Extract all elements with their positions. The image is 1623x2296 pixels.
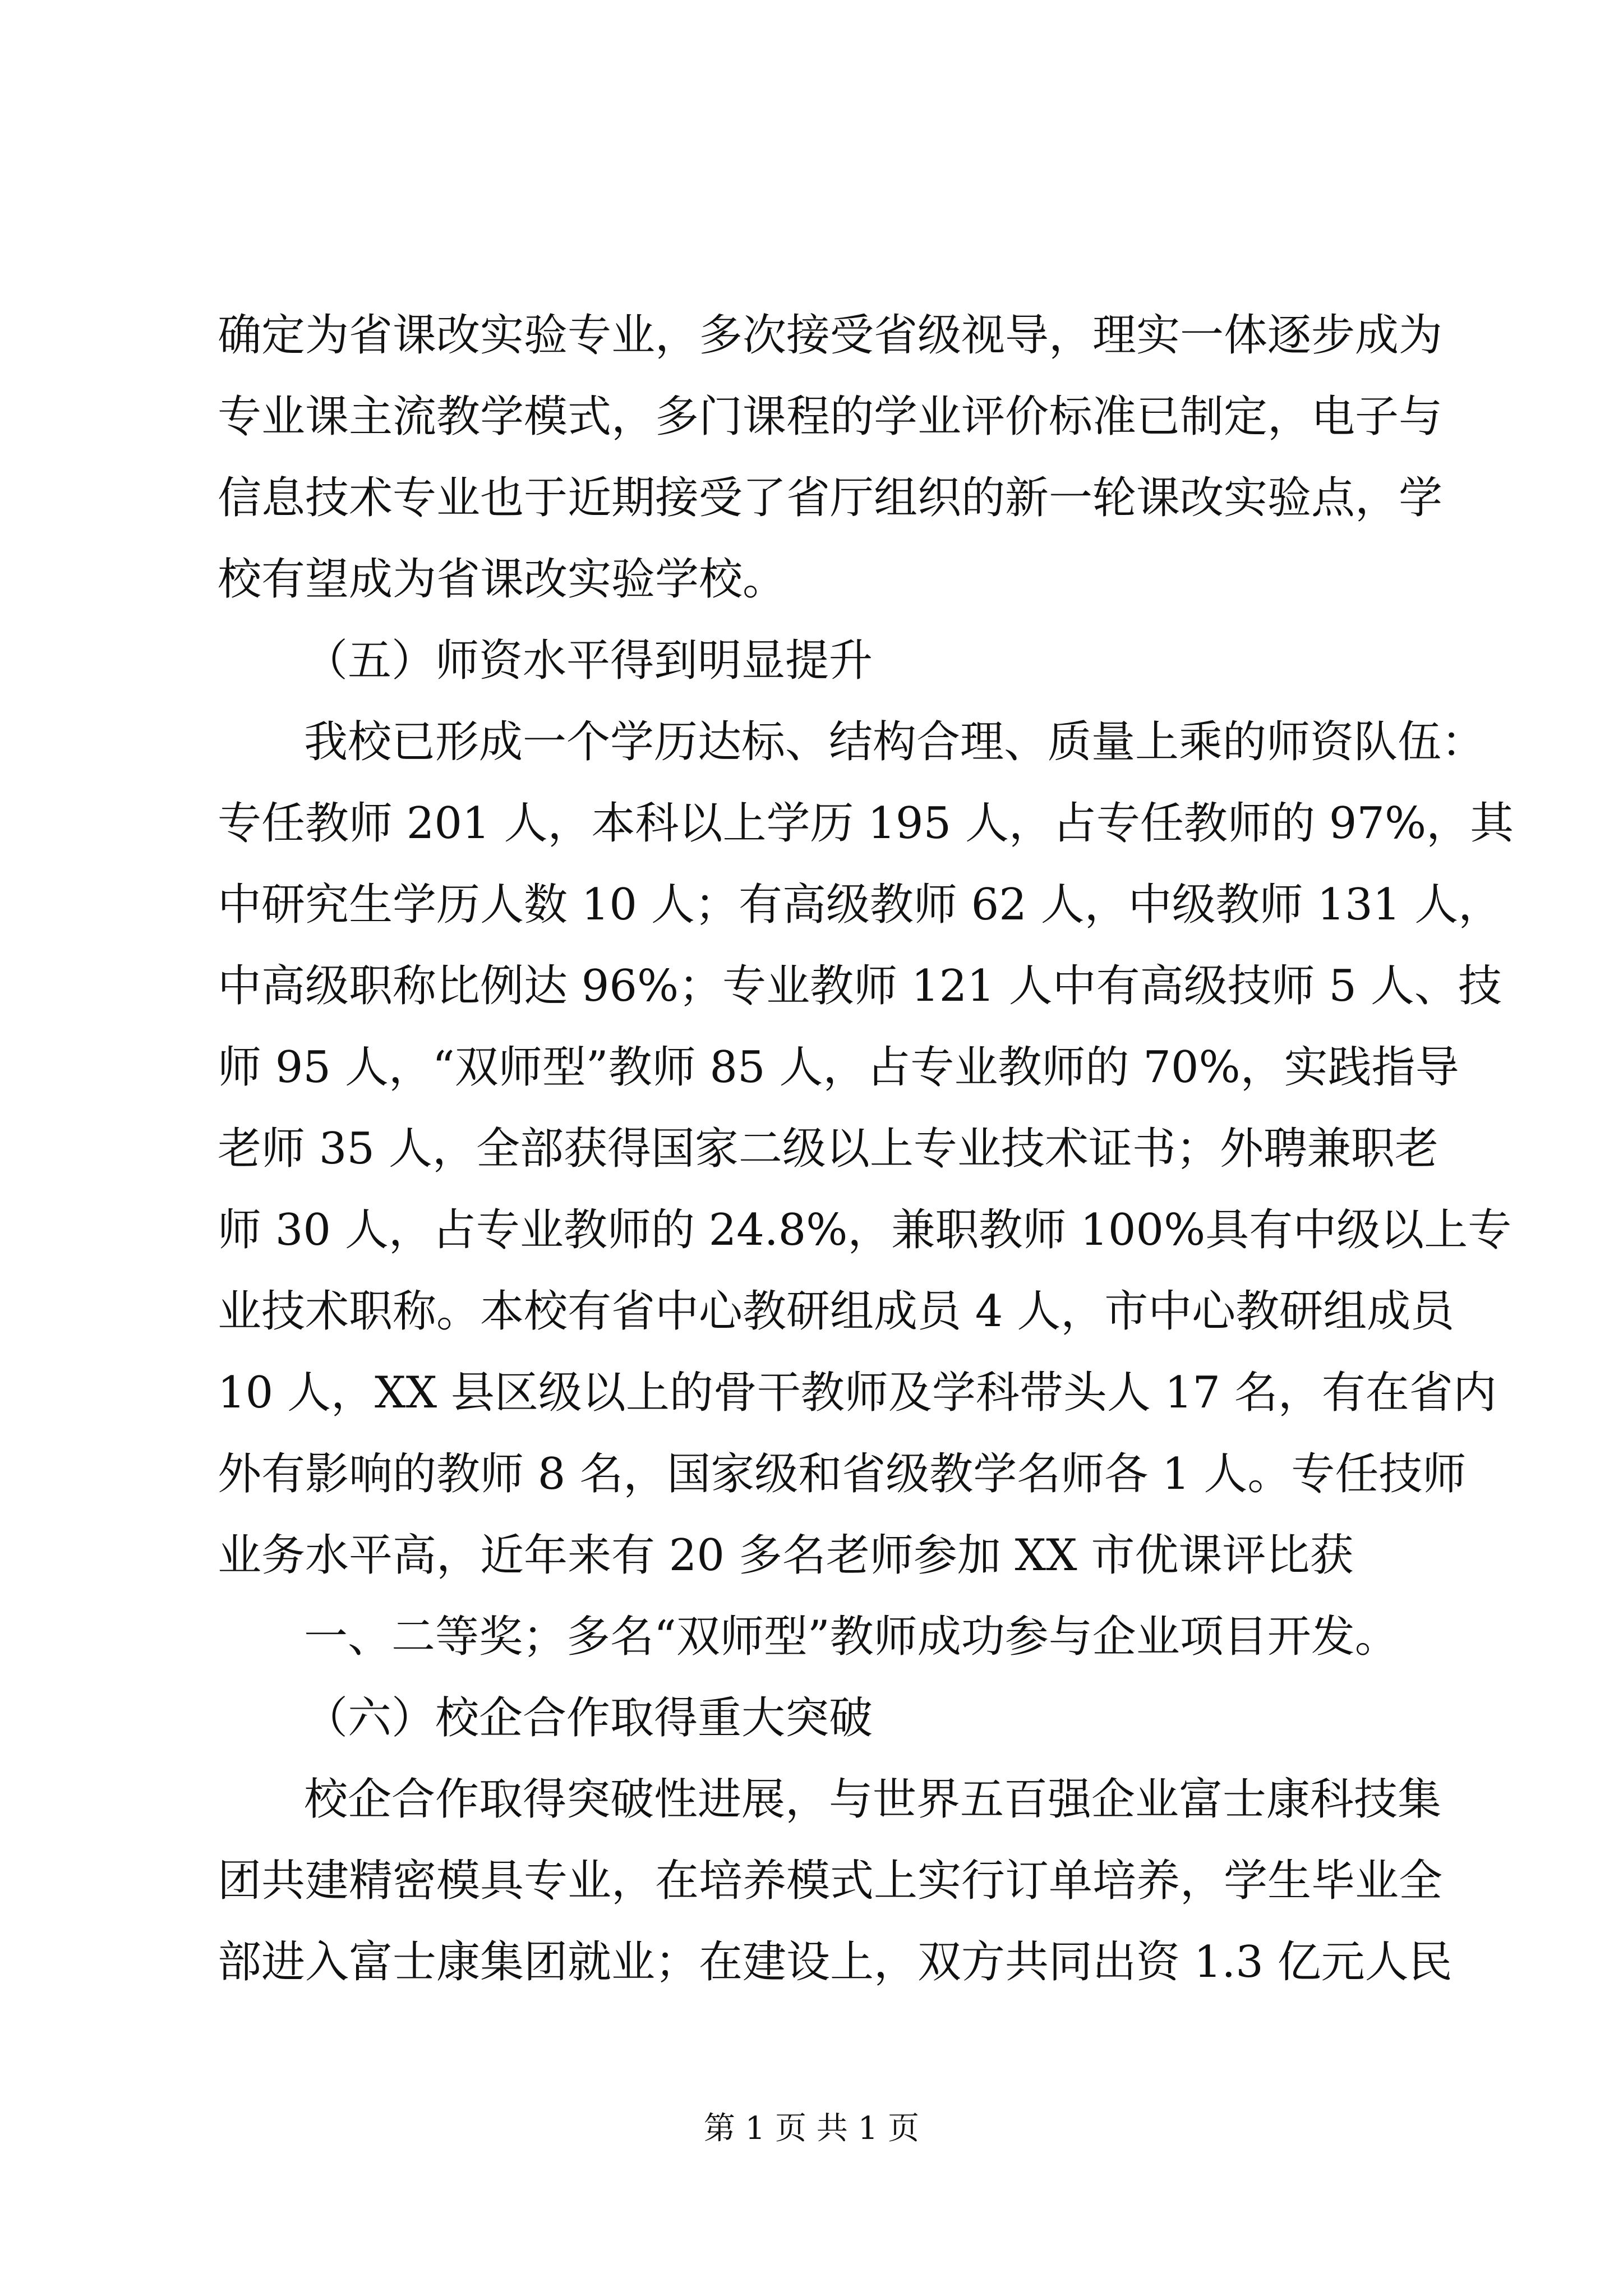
body-line-9: 中高级职称比例达 96%；专业教师 121 人中有高级技师 5 人、技 — [218, 961, 1502, 1011]
body-line-12: 师 30 人，占专业教师的 24.8%，兼职教师 100%具有中级以上专 — [218, 1205, 1512, 1255]
body-line-10: 师 95 人，“双师型”教师 85 人，占专业教师的 70%，实践指导 — [218, 1042, 1459, 1093]
body-line-4: 校有望成为省课改实验学校。 — [218, 554, 787, 605]
body-line-6: 我校已形成一个学历达标、结构合理、质量上乘的师资队伍： — [304, 717, 1486, 767]
body-line-11: 老师 35 人，全部获得国家二级以上专业技术证书；外聘兼职老 — [218, 1124, 1438, 1174]
body-line-7: 专任教师 201 人，本科以上学历 195 人，占专任教师的 97%，其 — [218, 798, 1514, 849]
body-line-3: 信息技术专业也于近期接受了省厅组织的新一轮课改实验点，学 — [218, 473, 1443, 523]
body-line-15: 外有影响的教师 8 名，国家级和省级教学名师各 1 人。专任技师 — [218, 1449, 1467, 1499]
body-line-8: 中研究生学历人数 10 人；有高级教师 62 人，中级教师 131 人， — [218, 880, 1502, 930]
body-line-17: 一、二等奖；多名“双师型”教师成功参与企业项目开发。 — [304, 1612, 1399, 1662]
body-line-1: 确定为省课改实验专业，多次接受省级视导，理实一体逐步成为 — [218, 310, 1443, 361]
body-line-20: 团共建精密模具专业，在培养模式上实行订单培养，学生毕业全 — [218, 1856, 1443, 1906]
section-heading-6: （六）校企合作取得重大突破 — [304, 1693, 873, 1743]
body-line-19: 校企合作取得突破性进展，与世界五百强企业富士康科技集 — [304, 1774, 1442, 1825]
body-line-16: 业务水平高，近年来有 20 多名老师参加 XX 市优课评比获 — [218, 1530, 1354, 1581]
body-line-21: 部进入富士康集团就业；在建设上，双方共同出资 1.3 亿元人民 — [218, 1937, 1453, 1987]
body-line-13: 业技术职称。本校有省中心教研组成员 4 人，市中心教研组成员 — [218, 1286, 1455, 1337]
section-heading-5: （五）师资水平得到明显提升 — [304, 636, 873, 686]
page-footer: 第 1 页 共 1 页 — [703, 2110, 920, 2147]
body-line-2: 专业课主流教学模式，多门课程的学业评价标准已制定，电子与 — [218, 392, 1443, 442]
body-line-14: 10 人，XX 县区级以上的骨干教师及学科带头人 17 名，有在省内 — [218, 1368, 1497, 1418]
